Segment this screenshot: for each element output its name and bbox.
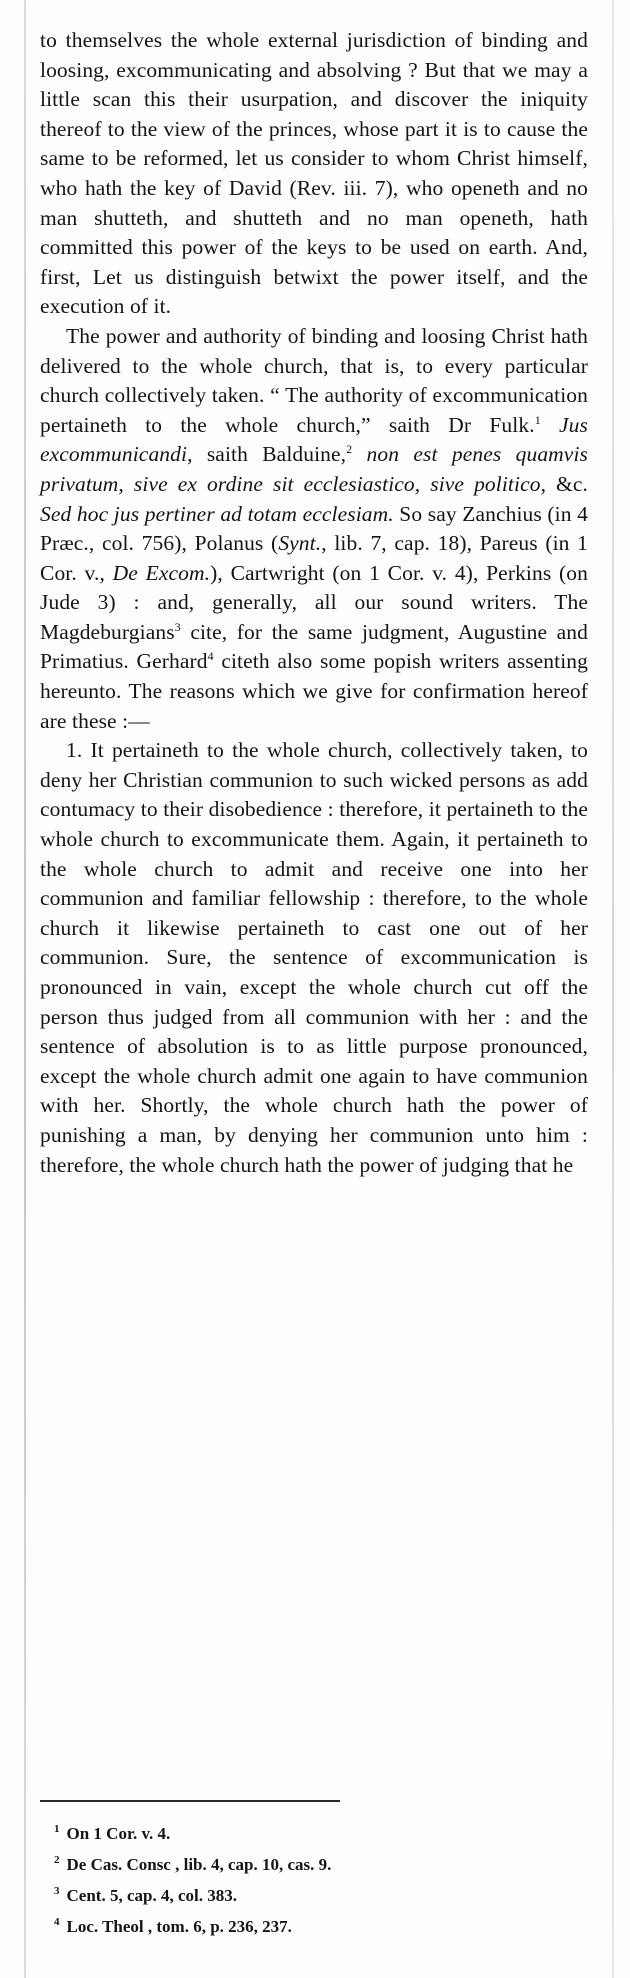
paragraph-3: 1. It pertaineth to the whole church, collectively taken, to deny her Christian communion to such wicked persons as add contumacy to their disobedience : therefore, it pertaineth to the whole church to excommunicate them. Again, it pertaineth to the whole church to admit and receive one into her communion and familiar fellowship : therefore, to the whole church it likewise pertaineth to cast one out of her communion. Sure, the sentence of excommunication is pronounced in vain, except the whole church cut off the person thus judged from all communion with her : and the sentence of absolution is to as little purpose pronounced, except the whole church admit one again to have communion with her. Shortly, the whole church hath the power of punishing a man, by denying her communion unto him : therefore, the whole church hath the power of judging that he — [40, 738, 588, 1177]
footnote-ref-3[interactable]: 3 — [174, 619, 181, 634]
footnote-marker: 3 — [54, 1885, 60, 1898]
footnotes — [54, 1818, 594, 1942]
footnote-marker: 4 — [54, 1916, 60, 1929]
paragraph-1: to themselves the whole external jurisdiction of binding and loosing, excommunicating and absolving ? But that we may a little scan this their usurpation, and discover the iniquity thereof to the view of the princes, whose part it is to cause the same to be reformed, let us consider to whom Christ himself, who hath the key of David (Rev. iii. 7), who openeth and no man shutteth, and shutteth and no man openeth, hath committed this power of the keys to be used on earth. And, first, Let us distinguish betwixt the power itself, and the execution of it. — [40, 28, 588, 319]
footnote-ref-1[interactable]: 1 — [534, 412, 541, 427]
footnote-text: On 1 Cor. v. 4. — [66, 1824, 171, 1843]
p2-seg-3: saith Balduine, — [192, 442, 347, 467]
footnote-text: Loc. Theol , tom. 6, p. 236, 237. — [66, 1917, 292, 1936]
footnote-text: Cent. 5, cap. 4, col. 383. — [66, 1886, 237, 1905]
p2-seg-2: Jus excommunicandi, — [40, 412, 588, 467]
body-text — [40, 26, 588, 1180]
p2-seg-7: Sed hoc jus pertiner ad totam ecclesiam. — [40, 501, 394, 526]
page-edge-left — [24, 0, 26, 1978]
footnote-separator-rule — [40, 1800, 340, 1802]
p2-seg-12: ), Cartwright (on 1 Cor. v. 4), Perkins (on Jude 3) : and, generally, all our sound writers. The Magdeburgians — [40, 560, 588, 644]
p2-seg-0: The power and authority of binding and loosing Christ hath delivered to the whole church, that is, to every particular church collectively taken. “ The authority of excommunication pertaineth to the whole church,” saith Dr Fulk. — [40, 323, 588, 437]
p2-seg-6: &c. — [546, 471, 588, 496]
footnote-item — [54, 1880, 594, 1911]
footnote-text: De Cas. Consc , lib. 4, cap. 10, cas. 9. — [66, 1855, 332, 1874]
p2-seg-8: So say Zanchius (in 4 Præc., col. 756), Polanus ( — [40, 501, 588, 556]
p2-seg-14: cite, for the same judgment, Augustine and Primatius. Gerhard — [40, 619, 588, 674]
p2-seg-10: lib. 7, cap. 18), Pareus (in 1 Cor. v., — [40, 531, 588, 585]
text-column — [40, 26, 588, 1180]
footnote-item — [54, 1911, 594, 1942]
footnote-ref-4[interactable]: 4 — [207, 649, 214, 664]
p2-seg-5: non est penes quamvis privatum, sive ex ordine sit ecclesiastico, sive politico, — [40, 442, 588, 496]
p2-seg-11: De Excom. — [112, 560, 211, 585]
p2-seg-16: citeth also some popish writers assenting hereunto. The reasons which we give for confirmation hereof are these :— — [40, 649, 588, 733]
footnote-item — [54, 1849, 594, 1880]
paragraph-2 — [40, 322, 588, 736]
footnote-item — [54, 1818, 594, 1849]
page-edge-right — [612, 0, 614, 1978]
footnote-ref-2[interactable]: 2 — [346, 442, 353, 457]
footnote-marker: 1 — [54, 1823, 60, 1836]
footnote-marker: 2 — [54, 1854, 60, 1867]
p2-seg-9: Synt., — [278, 531, 327, 556]
